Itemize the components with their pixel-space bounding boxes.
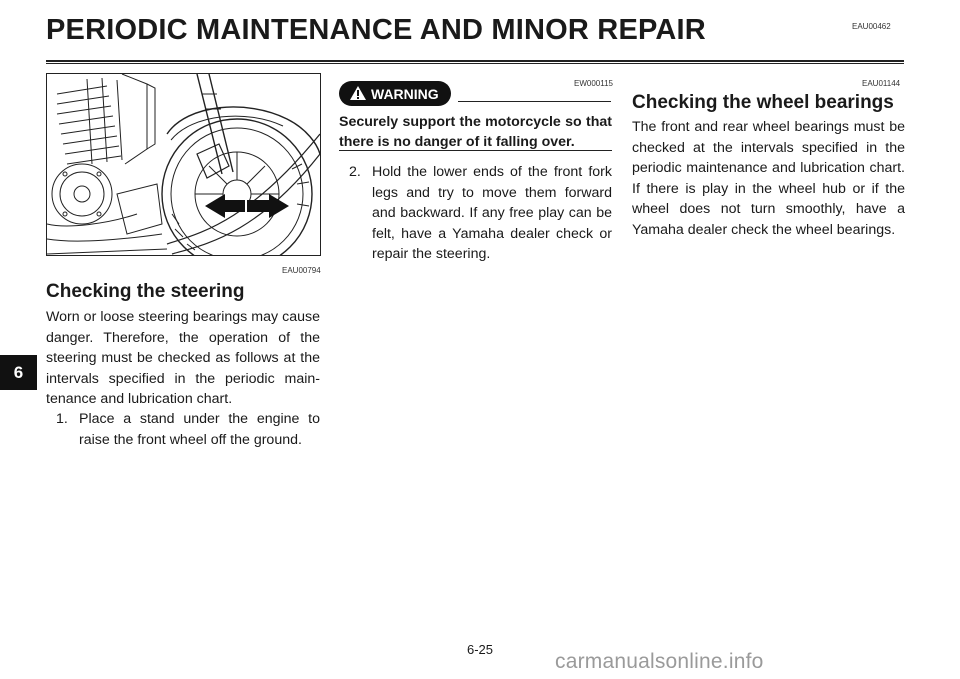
header-rule-thin xyxy=(46,63,904,64)
warning-triangle-icon xyxy=(349,85,367,101)
step-text: Place a stand under the engine to raise the front wheel off the ground. xyxy=(79,411,320,448)
warning-code: EW000115 xyxy=(574,79,613,88)
header-rule xyxy=(46,60,904,62)
steering-paragraph: Worn or loose steering bearings may cause danger. Therefore, the operation of the steering must be checked as follows at the intervals specified in the periodic main-tenance and lubrication chart. xyxy=(46,309,320,408)
page-number: 6-25 xyxy=(466,642,494,657)
warning-text: Securely support the motorcycle so that there is no danger of it falling over. xyxy=(339,114,612,150)
figure-code: EAU00794 xyxy=(282,266,321,275)
page-title: PERIODIC MAINTENANCE AND MINOR REPAIR xyxy=(46,14,706,46)
warning-rule xyxy=(458,101,611,102)
steering-step-1 xyxy=(46,409,320,450)
steering-step-2 xyxy=(339,162,612,265)
section-code: EAU01144 xyxy=(862,79,901,88)
warning-label: WARNING xyxy=(371,86,439,102)
warning-bottom-rule xyxy=(339,150,612,151)
step-text: Hold the lower ends of the front fork legs and try to move them forward and backward. If any free play can be felt, have a Yamaha dealer check or repair the steering. xyxy=(372,164,612,263)
engine-fins xyxy=(57,74,155,164)
step-number: 1. xyxy=(56,411,68,427)
wheel-bearings-paragraph: The front and rear wheel bearings must be checked at the intervals specified in the periodic maintenance and lubrication chart. If there is play in the wheel hub or if the wheel does not turn smoothly, have a Yamaha dealer check the wheel bearings. xyxy=(632,119,905,238)
warning-badge xyxy=(339,81,451,106)
section-heading-steering: Checking the steering xyxy=(46,281,245,302)
motorcycle-front-wheel-illustration xyxy=(46,73,321,256)
header-code: EAU00462 xyxy=(852,22,891,31)
step-number: 2. xyxy=(349,164,361,180)
site-watermark: carmanualsonline.info xyxy=(555,650,764,673)
section-heading-wheel-bearings: Checking the wheel bearings xyxy=(632,92,894,113)
chapter-tab: 6 xyxy=(0,355,37,390)
double-arrow-icon xyxy=(205,194,289,218)
